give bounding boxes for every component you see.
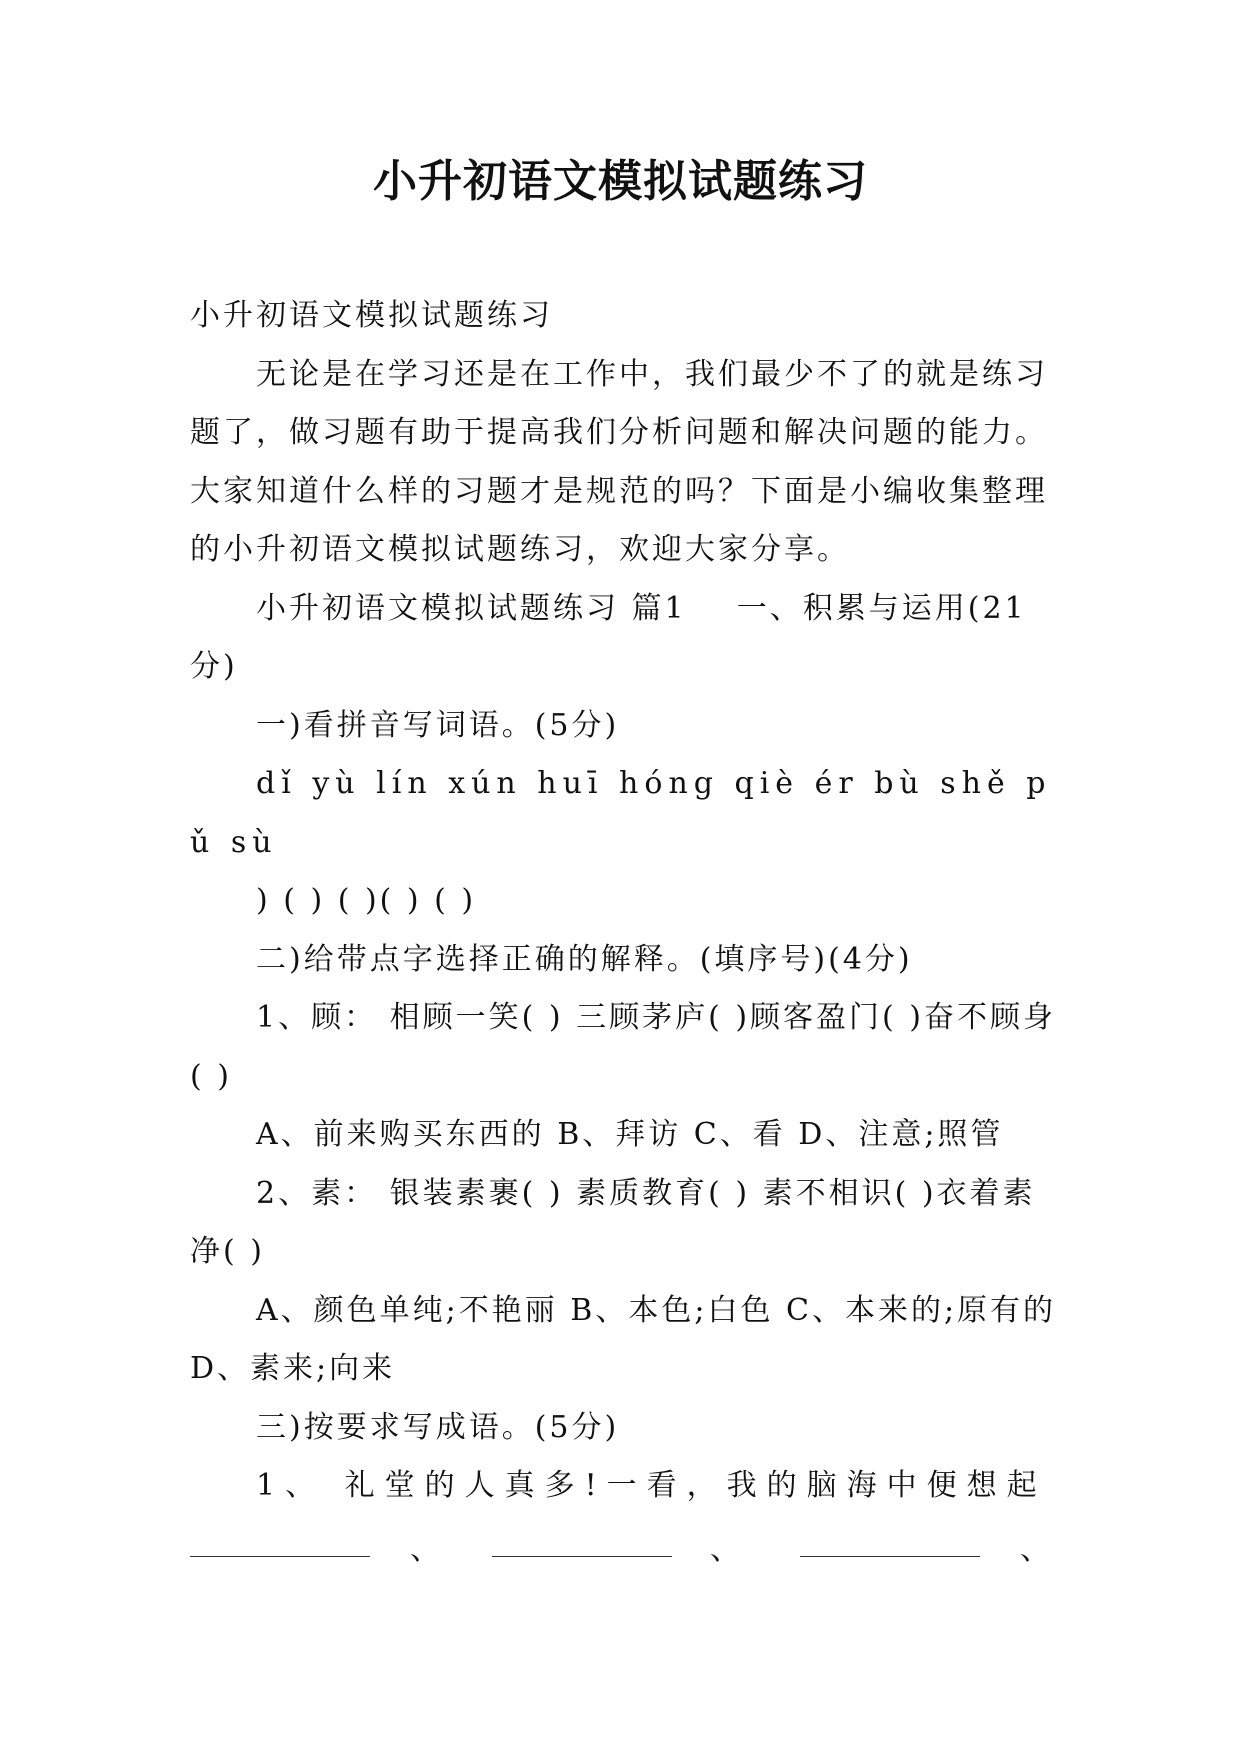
paragraph-question-3: 三)按要求写成语。(5分) xyxy=(256,1409,620,1445)
paragraph-section-heading: 小升初语文模拟试题练习 篇1 一、积累与运用(21分) xyxy=(190,590,1027,684)
paragraph-subtitle: 小升初语文模拟试题练习 xyxy=(190,298,553,333)
paragraph-intro: 无论是在学习还是在工作中，我们最少不了的就是练习题了，做习题有助于提高我们分析问题和解决问题的能力。大家知道什么样的习题才是规范的吗？下面是小编收集整理的小升初语文模拟试题练习，欢迎大家分享。 xyxy=(190,356,1048,567)
paragraph-options-gu: A、前来购买东西的 B、拜访 C、看 D、注意;照管 xyxy=(256,1117,1004,1152)
blank-line xyxy=(800,1556,980,1557)
blank-separator: 、 xyxy=(410,1532,440,1567)
paragraph-pinyin: dǐ yù lín xún huī hóng qiè ér bù shě pǔ sù xyxy=(190,766,1052,860)
document-title: 小升初语文模拟试题练习 xyxy=(373,156,868,207)
fill-in-blank-row xyxy=(190,1530,1060,1570)
paragraph-item-gu: 1、顾： 相顾一笑( ) 三顾茅庐( )顾客盈门( )奋不顾身( ) xyxy=(190,1000,1056,1094)
document-body xyxy=(190,287,1069,1516)
paragraph-item-idiom-1: 1、 礼堂的人真多!一看，我的脑海中便想起 xyxy=(256,1468,1047,1503)
paragraph-options-su: A、颜色单纯;不艳丽 B、本色;白色 C、本来的;原有的 D、素来;向来 xyxy=(190,1292,1069,1386)
paragraph-question-1: 一)看拼音写词语。(5分) xyxy=(256,707,620,743)
paragraph-answer-brackets: ) ( ) ( )( ) ( ) xyxy=(256,883,477,918)
paragraph-item-su: 2、素： 银装素裹( ) 素质教育( ) 素不相识( )衣着素净( ) xyxy=(190,1175,1036,1269)
blank-line xyxy=(190,1556,370,1557)
blank-separator: 、 xyxy=(1020,1532,1050,1567)
blank-line xyxy=(492,1556,672,1557)
paragraph-question-2: 二)给带点字选择正确的解释。(填序号)(4分) xyxy=(256,941,913,977)
blank-separator: 、 xyxy=(710,1532,740,1567)
